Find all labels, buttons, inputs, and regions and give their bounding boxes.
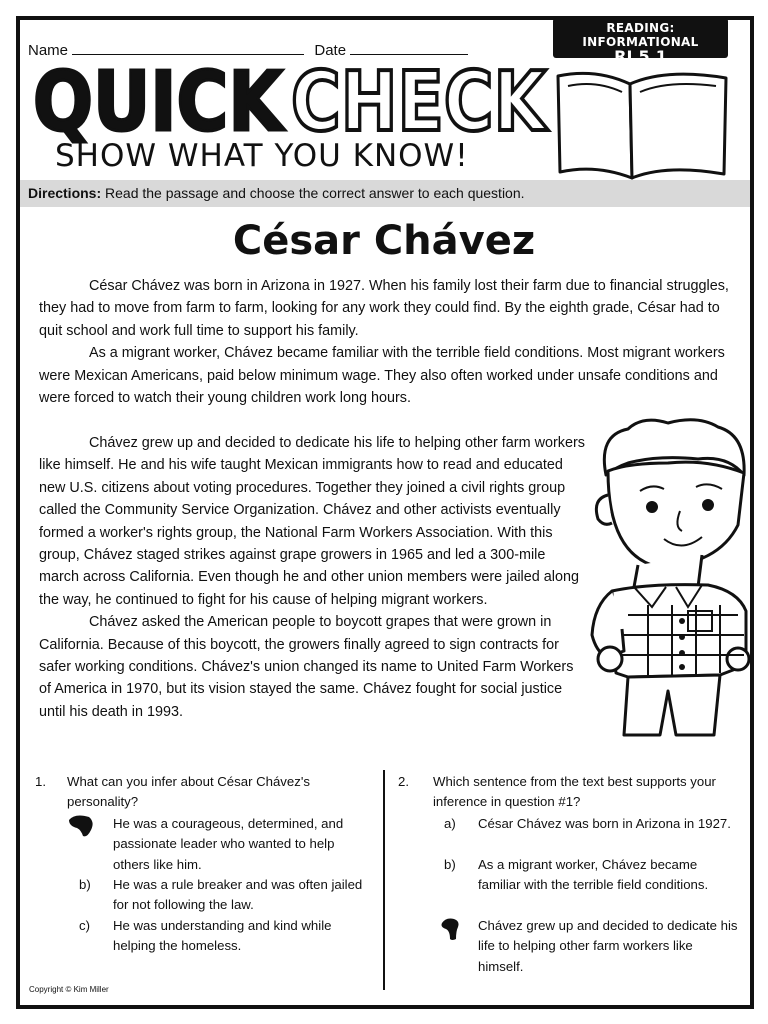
title-check: CHECK	[291, 55, 549, 150]
passage-paragraph-1: César Chávez was born in Arizona in 1927. When his family lost their farm due to financial struggles, they had to move from farm to farm, looking for any work they could find. By the eighth grade, César had to quit school and work full time to support his family.	[39, 278, 729, 339]
option-label: b)	[79, 877, 91, 892]
question-divider	[383, 770, 385, 990]
quick-check-title	[33, 55, 553, 150]
option-label: b)	[444, 857, 456, 872]
date-label: Date	[314, 42, 347, 59]
option-label: c)	[79, 918, 90, 933]
passage-paragraph-2: As a migrant worker, Chávez became familiar with the terrible field conditions. Most migrant workers were Mexican Americans, paid below minimum wage. They also often worked under unsafe conditions and were forced to watch their young children work long hours.	[39, 345, 725, 407]
directions-bar	[20, 180, 750, 207]
marked-answer-icon	[440, 917, 462, 941]
copyright-notice: Copyright © Kim Miller	[29, 985, 109, 994]
badge-standard: RI.5.1	[614, 47, 667, 66]
marked-answer-icon	[67, 814, 95, 838]
question-number: 1.	[35, 774, 46, 789]
option-label: a)	[444, 816, 456, 831]
answer-option-c[interactable]: Chávez grew up and decided to dedicate his life to helping other farm workers like himself.	[478, 918, 738, 974]
answer-option-b[interactable]: He was a rule breaker and was often jailed for not following the law.	[113, 877, 363, 913]
question-2	[398, 772, 743, 982]
open-book-icon	[556, 66, 736, 180]
directions-text: Read the passage and choose the correct answer to each question.	[105, 185, 525, 201]
question-text: What can you infer about César Chávez's personality?	[67, 774, 310, 810]
answer-option-a[interactable]	[67, 814, 95, 838]
date-field[interactable]	[350, 40, 468, 55]
answer-option-a[interactable]: César Chávez was born in Arizona in 1927.	[478, 816, 731, 831]
page-subtitle: SHOW WHAT YOU KNOW!	[55, 138, 469, 174]
badge-category: READING: INFORMATIONAL	[582, 21, 699, 49]
passage-paragraph-3: Chávez grew up and decided to dedicate his life to helping other farm workers like himself. He and his wife taught Mexican immigrants how to read and educated new U.S. citizens about voting procedures. Together they joined a civil rights group called the Community Service Organization. Chávez and other activists eventually formed a worker's rights group, the National Farm Workers Association. With this group, Chávez staged strikes against grape growers in 1965 and led a 300-mile march across California. Even though he and other union members were jailed along the way, he continued to fight for his cause of helping migrant workers.	[39, 435, 585, 608]
name-label: Name	[28, 42, 69, 59]
passage-title: César Chávez	[232, 218, 536, 264]
question-number: 2.	[398, 774, 409, 789]
question-1	[35, 772, 375, 972]
answer-option-c-mark[interactable]	[440, 917, 462, 941]
answer-option-c[interactable]: He was understanding and kind while helping the homeless.	[113, 918, 332, 954]
passage-top	[39, 275, 739, 409]
passage-paragraph-4: Chávez asked the American people to boycott grapes that were grown in California. Because of this boycott, the growers finally agreed to sign contracts for safer working conditions. Chávez's union changed its name to United Farm Workers of America in 1970, but its vision stayed the same. Chávez fought for social justice until his death in 1993.	[39, 614, 574, 720]
passage-bottom	[39, 432, 589, 723]
directions-label: Directions:	[28, 185, 102, 201]
option-text: He was a courageous, determined, and passionate leader who wanted to help others like him.	[113, 816, 344, 872]
answer-option-b[interactable]: As a migrant worker, Chávez became familiar with the terrible field conditions.	[478, 857, 709, 893]
standard-badge	[553, 18, 728, 66]
cesar-chavez-illustration	[588, 415, 748, 745]
title-quick: QUICK	[33, 55, 286, 150]
name-field[interactable]	[72, 40, 304, 55]
question-text: Which sentence from the text best supports your inference in question #1?	[433, 774, 716, 810]
